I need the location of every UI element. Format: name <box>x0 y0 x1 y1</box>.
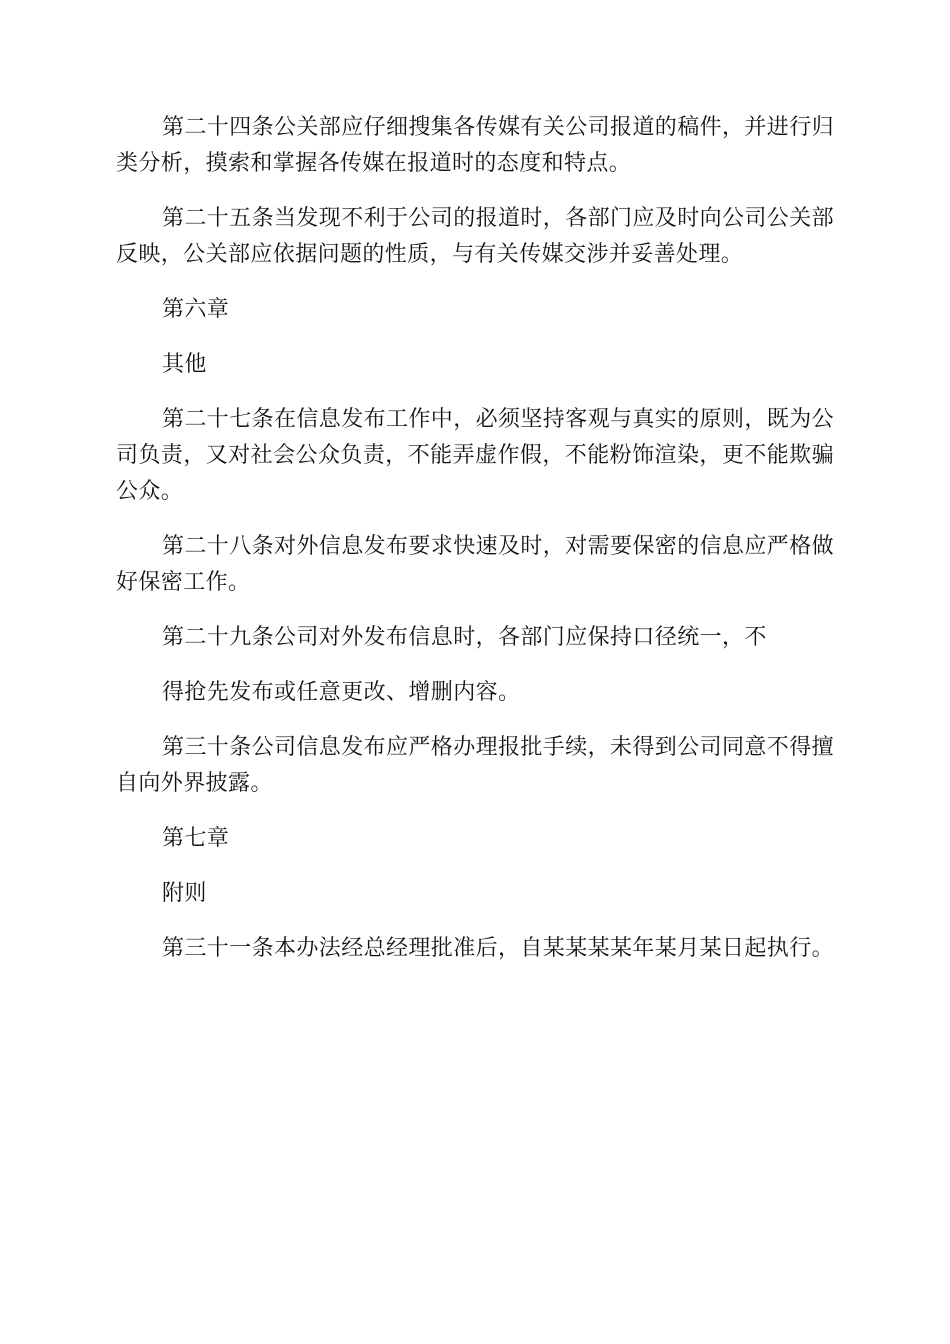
article-27-paragraph: 第二十七条在信息发布工作中，必须坚持客观与真实的原则，既为公司负责，又对社会公众负责，不能弄虚作假，不能粉饰渲染，更不能欺骗公众。 <box>116 407 835 504</box>
chapter-7-title: 附则 <box>162 881 207 906</box>
chapter-6-heading: 第六章 <box>162 297 230 322</box>
article-29-paragraph: 第二十九条公司对外发布信息时，各部门应保持口径统一，不 <box>162 625 767 650</box>
article-25-paragraph: 第二十五条当发现不利于公司的报道时，各部门应及时向公司公关部反映，公关部应依据问题的性质，与有关传媒交涉并妥善处理。 <box>116 206 835 267</box>
article-30-paragraph: 第三十条公司信息发布应严格办理报批手续，未得到公司同意不得擅自向外界披露。 <box>116 735 835 796</box>
article-29-continuation: 得抢先发布或任意更改、增删内容。 <box>162 680 521 705</box>
chapter-7-heading: 第七章 <box>162 826 230 851</box>
article-31-paragraph: 第三十一条本办法经总经理批准后，自某某某某年某月某日起执行。 <box>162 936 835 961</box>
chapter-6-title: 其他 <box>162 352 207 377</box>
article-24-paragraph: 第二十四条公关部应仔细搜集各传媒有关公司报道的稿件，并进行归类分析，摸索和掌握各传媒在报道时的态度和特点。 <box>116 115 835 176</box>
article-28-paragraph: 第二十八条对外信息发布要求快速及时，对需要保密的信息应严格做好保密工作。 <box>116 534 835 595</box>
document-page <box>116 110 834 986</box>
